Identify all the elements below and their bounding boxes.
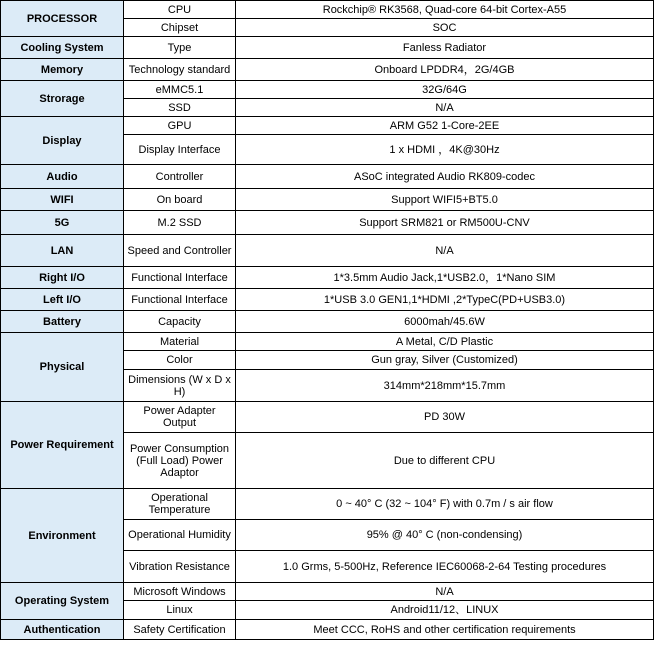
value-cooling-type: Fanless Radiator (236, 37, 654, 59)
value-vibration: 1.0 Grms, 5-500Hz, Reference IEC60068-2-64 Testing procedures (236, 551, 654, 583)
sub-windows: Microsoft Windows (124, 583, 236, 601)
sub-safety-cert: Safety Certification (124, 620, 236, 640)
category-physical: Physical (1, 333, 124, 402)
category-storage: Strorage (1, 81, 124, 117)
value-material: A Metal, C/D Plastic (236, 333, 654, 351)
sub-display-interface: Display Interface (124, 135, 236, 165)
table-row (1, 402, 654, 433)
sub-cpu: CPU (124, 1, 236, 19)
category-cooling: Cooling System (1, 37, 124, 59)
category-memory: Memory (1, 59, 124, 81)
table-row (1, 81, 654, 99)
category-left-io: Left I/O (1, 289, 124, 311)
value-dimensions: 314mm*218mm*15.7mm (236, 370, 654, 402)
table-row (1, 1, 654, 19)
value-op-temp: 0 ~ 40° C (32 ~ 104° F) with 0.7m / s air flow (236, 489, 654, 520)
table-row (1, 165, 654, 189)
table-row (1, 189, 654, 211)
value-memory-tech: Onboard LPDDR4，2G/4GB (236, 59, 654, 81)
table-row (1, 267, 654, 289)
value-m2-ssd: Support SRM821 or RM500U-CNV (236, 211, 654, 235)
sub-material: Material (124, 333, 236, 351)
category-display: Display (1, 117, 124, 165)
sub-power-consumption: Power Consumption (Full Load) Power Adaptor (124, 433, 236, 489)
value-power-adapter: PD 30W (236, 402, 654, 433)
value-left-io: 1*USB 3.0 GEN1,1*HDMI ,2*TypeC(PD+USB3.0) (236, 289, 654, 311)
value-emmc: 32G/64G (236, 81, 654, 99)
value-linux: Android11/12、LINUX (236, 601, 654, 620)
category-audio: Audio (1, 165, 124, 189)
sub-op-humidity: Operational Humidity (124, 520, 236, 551)
category-authentication: Authentication (1, 620, 124, 640)
value-power-consumption: Due to different CPU (236, 433, 654, 489)
category-right-io: Right I/O (1, 267, 124, 289)
category-5g: 5G (1, 211, 124, 235)
table-row (1, 59, 654, 81)
value-op-humidity: 95% @ 40° C (non-condensing) (236, 520, 654, 551)
table-row (1, 489, 654, 520)
category-lan: LAN (1, 235, 124, 267)
category-power: Power Requirement (1, 402, 124, 489)
sub-right-io: Functional Interface (124, 267, 236, 289)
value-windows: N/A (236, 583, 654, 601)
category-os: Operating System (1, 583, 124, 620)
sub-power-adapter: Power Adapter Output (124, 402, 236, 433)
sub-dimensions: Dimensions (W x D x H) (124, 370, 236, 402)
table-row (1, 37, 654, 59)
sub-m2-ssd: M.2 SSD (124, 211, 236, 235)
sub-vibration: Vibration Resistance (124, 551, 236, 583)
table-row (1, 235, 654, 267)
sub-battery-capacity: Capacity (124, 311, 236, 333)
sub-color: Color (124, 351, 236, 370)
sub-chipset: Chipset (124, 19, 236, 37)
value-chipset: SOC (236, 19, 654, 37)
table-row (1, 117, 654, 135)
category-battery: Battery (1, 311, 124, 333)
category-environment: Environment (1, 489, 124, 583)
sub-ssd: SSD (124, 99, 236, 117)
table-row (1, 620, 654, 640)
table-row (1, 289, 654, 311)
sub-emmc: eMMC5.1 (124, 81, 236, 99)
table-row (1, 333, 654, 351)
value-ssd: N/A (236, 99, 654, 117)
category-processor: PROCESSOR (1, 1, 124, 37)
table-row (1, 311, 654, 333)
sub-lan-speed: Speed and Controller (124, 235, 236, 267)
sub-left-io: Functional Interface (124, 289, 236, 311)
sub-memory-tech: Technology standard (124, 59, 236, 81)
value-audio-controller: ASoC integrated Audio RK809-codec (236, 165, 654, 189)
value-battery-capacity: 6000mah/45.6W (236, 311, 654, 333)
value-right-io: 1*3.5mm Audio Jack,1*USB2.0，1*Nano SIM (236, 267, 654, 289)
category-wifi: WIFI (1, 189, 124, 211)
value-gpu: ARM G52 1-Core-2EE (236, 117, 654, 135)
table-row (1, 211, 654, 235)
value-wifi-onboard: Support WIFI5+BT5.0 (236, 189, 654, 211)
value-lan-speed: N/A (236, 235, 654, 267)
value-display-interface: 1 x HDMI ，4K@30Hz (236, 135, 654, 165)
sub-cooling-type: Type (124, 37, 236, 59)
sub-wifi-onboard: On board (124, 189, 236, 211)
sub-gpu: GPU (124, 117, 236, 135)
sub-linux: Linux (124, 601, 236, 620)
sub-op-temp: Operational Temperature (124, 489, 236, 520)
table-row (1, 583, 654, 601)
sub-audio-controller: Controller (124, 165, 236, 189)
value-cpu: Rockchip® RK3568, Quad-core 64-bit Cortex-A55 (236, 1, 654, 19)
value-safety-cert: Meet CCC, RoHS and other certification requirements (236, 620, 654, 640)
value-color: Gun gray, Silver (Customized) (236, 351, 654, 370)
